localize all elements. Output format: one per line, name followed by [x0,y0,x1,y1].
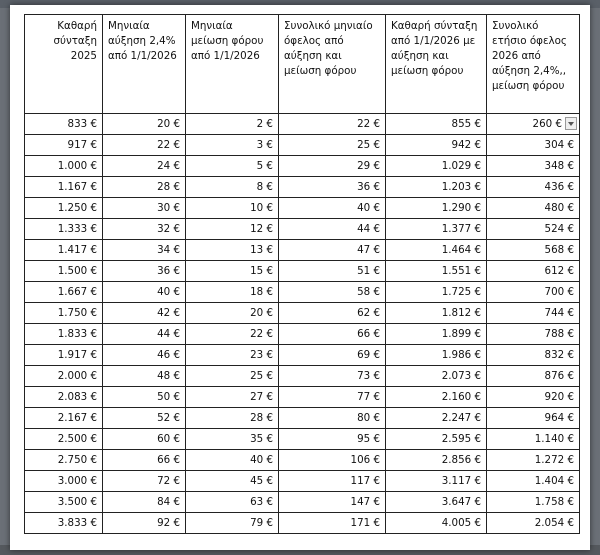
cell-monthly-increase [103,471,186,492]
cell-monthly-tax-reduction [186,282,279,303]
cell-net-pension-2026 [386,219,487,240]
cell-value: 2.247 € [441,412,481,424]
cell-net-pension-2025 [25,429,103,450]
cell-net-pension-2025 [25,240,103,261]
cell-value: 832 € [544,349,574,361]
cell-value: 2.073 € [441,370,481,382]
cell-value: 47 € [357,244,380,256]
cell-monthly-increase [103,156,186,177]
cell-net-pension-2026 [386,114,487,135]
cell-monthly-tax-reduction [186,450,279,471]
cell-value: 1.000 € [57,160,97,172]
cell-net-pension-2026 [386,387,487,408]
cell-total-monthly-benefit [279,324,386,345]
cell-net-pension-2025 [25,177,103,198]
cell-monthly-increase [103,219,186,240]
cell-monthly-tax-reduction [186,240,279,261]
column-header-net-pension-2026: Καθαρή σύνταξη από 1/1/2026 με αύξηση και μείωση φόρου [386,15,487,114]
column-header-total-annual-benefit: Συνολικό ετήσιο όφελος 2026 από αύξηση 2,4%,, μείωση φόρου [487,15,580,114]
cell-total-annual-benefit [487,114,580,135]
cell-value: 568 € [544,244,574,256]
cell-total-annual-benefit [487,324,580,345]
cell-monthly-increase [103,198,186,219]
cell-value: 2.595 € [441,433,481,445]
cell-value: 12 € [250,223,273,235]
cell-value: 22 € [250,328,273,340]
cell-net-pension-2025 [25,450,103,471]
cell-total-monthly-benefit [279,387,386,408]
cell-net-pension-2026 [386,366,487,387]
table-row [25,429,580,450]
cell-value: 1.290 € [441,202,481,214]
cell-value: 1.377 € [441,223,481,235]
cell-value: 260 € [532,118,562,130]
cell-monthly-increase [103,135,186,156]
cell-value: 8 € [256,181,273,193]
cell-monthly-tax-reduction [186,345,279,366]
cell-net-pension-2025 [25,471,103,492]
table-row [25,387,580,408]
cell-net-pension-2026 [386,513,487,534]
cell-value: 3.647 € [441,496,481,508]
cell-value: 1.667 € [57,286,97,298]
cell-net-pension-2025 [25,408,103,429]
cell-value: 1.464 € [441,244,481,256]
cell-value: 3 € [256,139,273,151]
table-row [25,492,580,513]
cell-total-monthly-benefit [279,429,386,450]
cell-value: 3.117 € [441,475,481,487]
cell-net-pension-2025 [25,282,103,303]
cell-value: 45 € [250,475,273,487]
cell-net-pension-2026 [386,198,487,219]
cell-value: 95 € [357,433,380,445]
cell-value: 2.500 € [57,433,97,445]
cell-monthly-tax-reduction [186,303,279,324]
cell-total-monthly-benefit [279,366,386,387]
cell-net-pension-2025 [25,366,103,387]
cell-total-annual-benefit [487,471,580,492]
cell-value: 1.167 € [57,181,97,193]
cell-monthly-tax-reduction [186,513,279,534]
cell-net-pension-2025 [25,156,103,177]
cell-total-annual-benefit [487,303,580,324]
cell-value: 77 € [357,391,380,403]
cell-value: 3.833 € [57,517,97,529]
cell-total-annual-benefit [487,261,580,282]
cell-value: 2.167 € [57,412,97,424]
cell-value: 35 € [250,433,273,445]
cell-total-annual-benefit [487,156,580,177]
table-row [25,324,580,345]
cell-value: 1.029 € [441,160,481,172]
cell-monthly-tax-reduction [186,387,279,408]
cell-value: 15 € [250,265,273,277]
cell-net-pension-2026 [386,135,487,156]
cell-value: 80 € [357,412,380,424]
cell-monthly-tax-reduction [186,324,279,345]
cell-value: 2.000 € [57,370,97,382]
cell-net-pension-2026 [386,471,487,492]
cell-value: 700 € [544,286,574,298]
cell-net-pension-2025 [25,261,103,282]
cell-value: 920 € [544,391,574,403]
cell-value: 744 € [544,307,574,319]
cell-value: 52 € [157,412,180,424]
cell-value: 964 € [544,412,574,424]
cell-value: 62 € [357,307,380,319]
cell-total-annual-benefit [487,135,580,156]
cell-total-annual-benefit [487,240,580,261]
table-row [25,177,580,198]
chevron-down-icon[interactable] [565,117,577,130]
cell-value: 30 € [157,202,180,214]
cell-value: 1.986 € [441,349,481,361]
cell-value: 1.333 € [57,223,97,235]
cell-monthly-tax-reduction [186,219,279,240]
cell-monthly-tax-reduction [186,114,279,135]
cell-net-pension-2026 [386,303,487,324]
cell-monthly-tax-reduction [186,261,279,282]
cell-value: 2.750 € [57,454,97,466]
cell-value: 42 € [157,307,180,319]
cell-net-pension-2025 [25,135,103,156]
cell-total-monthly-benefit [279,513,386,534]
table-row [25,513,580,534]
table-row [25,408,580,429]
cell-total-monthly-benefit [279,492,386,513]
cell-net-pension-2025 [25,345,103,366]
cell-total-annual-benefit [487,345,580,366]
cell-monthly-tax-reduction [186,135,279,156]
cell-total-monthly-benefit [279,450,386,471]
cell-monthly-increase [103,114,186,135]
cell-value: 106 € [350,454,380,466]
cell-net-pension-2026 [386,429,487,450]
cell-value: 1.899 € [441,328,481,340]
cell-net-pension-2026 [386,156,487,177]
cell-total-monthly-benefit [279,345,386,366]
cell-monthly-increase [103,303,186,324]
cell-monthly-increase [103,366,186,387]
cell-value: 20 € [157,118,180,130]
cell-value: 3.500 € [57,496,97,508]
cell-value: 5 € [256,160,273,172]
cell-monthly-increase [103,345,186,366]
cell-value: 1.250 € [57,202,97,214]
cell-monthly-tax-reduction [186,366,279,387]
cell-value: 28 € [250,412,273,424]
cell-net-pension-2025 [25,198,103,219]
cell-value: 2.160 € [441,391,481,403]
cell-net-pension-2025 [25,387,103,408]
cell-total-annual-benefit [487,219,580,240]
cell-value: 2.054 € [534,517,574,529]
cell-value: 348 € [544,160,574,172]
cell-value: 23 € [250,349,273,361]
cell-value: 40 € [157,286,180,298]
column-header-monthly-increase: Μηνιαία αύξηση 2,4% από 1/1/2026 [103,15,186,114]
cell-value: 917 € [67,139,97,151]
cell-monthly-increase [103,240,186,261]
cell-total-monthly-benefit [279,219,386,240]
cell-value: 524 € [544,223,574,235]
table-row [25,303,580,324]
cell-value: 24 € [157,160,180,172]
cell-total-monthly-benefit [279,135,386,156]
cell-monthly-increase [103,450,186,471]
cell-net-pension-2025 [25,219,103,240]
cell-value: 22 € [357,118,380,130]
cell-monthly-increase [103,282,186,303]
column-header-net-pension-2025: Καθαρή σύνταξη 2025 [25,15,103,114]
cell-value: 84 € [157,496,180,508]
table-row [25,345,580,366]
cell-value: 44 € [157,328,180,340]
cell-value: 1.725 € [441,286,481,298]
cell-monthly-increase [103,261,186,282]
cell-value: 3.000 € [57,475,97,487]
cell-total-annual-benefit [487,198,580,219]
cell-value: 63 € [250,496,273,508]
table-row [25,135,580,156]
cell-total-annual-benefit [487,408,580,429]
cell-value: 1.917 € [57,349,97,361]
cell-value: 833 € [67,118,97,130]
cell-value: 1.551 € [441,265,481,277]
cell-value: 855 € [451,118,481,130]
cell-value: 788 € [544,328,574,340]
cell-net-pension-2025 [25,114,103,135]
cell-value: 73 € [357,370,380,382]
cell-value: 171 € [350,517,380,529]
cell-net-pension-2026 [386,282,487,303]
cell-total-monthly-benefit [279,303,386,324]
cell-value: 44 € [357,223,380,235]
cell-value: 51 € [357,265,380,277]
cell-value: 1.812 € [441,307,481,319]
cell-value: 27 € [250,391,273,403]
cell-monthly-increase [103,408,186,429]
cell-value: 942 € [451,139,481,151]
table-row [25,366,580,387]
pension-table [24,14,580,534]
cell-monthly-tax-reduction [186,429,279,450]
table-row [25,450,580,471]
cell-value: 147 € [350,496,380,508]
column-header-total-monthly-benefit: Συνολικό μηνιαίο όφελος από αύξηση και μείωση φόρου [279,15,386,114]
cell-value: 22 € [157,139,180,151]
cell-net-pension-2025 [25,513,103,534]
cell-net-pension-2026 [386,261,487,282]
cell-value: 36 € [357,181,380,193]
cell-monthly-increase [103,177,186,198]
cell-total-monthly-benefit [279,471,386,492]
cell-monthly-tax-reduction [186,198,279,219]
cell-monthly-tax-reduction [186,177,279,198]
cell-monthly-tax-reduction [186,492,279,513]
table-body [25,114,580,534]
cell-value: 1.272 € [534,454,574,466]
table-row [25,240,580,261]
cell-value: 29 € [357,160,380,172]
cell-net-pension-2026 [386,450,487,471]
cell-value: 25 € [357,139,380,151]
cell-value: 66 € [357,328,380,340]
cell-total-monthly-benefit [279,282,386,303]
cell-net-pension-2026 [386,345,487,366]
cell-monthly-tax-reduction [186,408,279,429]
cell-value: 612 € [544,265,574,277]
cell-value: 1.750 € [57,307,97,319]
cell-total-monthly-benefit [279,240,386,261]
cell-total-annual-benefit [487,513,580,534]
cell-value: 876 € [544,370,574,382]
cell-value: 25 € [250,370,273,382]
cell-monthly-increase [103,429,186,450]
table-row [25,198,580,219]
cell-value: 436 € [544,181,574,193]
cell-total-annual-benefit [487,177,580,198]
cell-value: 48 € [157,370,180,382]
table-row [25,114,580,135]
cell-total-monthly-benefit [279,408,386,429]
cell-total-annual-benefit [487,429,580,450]
cell-value: 2 € [256,118,273,130]
cell-monthly-tax-reduction [186,156,279,177]
table-row [25,471,580,492]
cell-value: 72 € [157,475,180,487]
cell-monthly-tax-reduction [186,471,279,492]
cell-net-pension-2025 [25,492,103,513]
cell-net-pension-2025 [25,303,103,324]
table-image-viewer [10,5,590,550]
cell-value: 1.203 € [441,181,481,193]
cell-value: 58 € [357,286,380,298]
cell-value: 34 € [157,244,180,256]
cell-value: 20 € [250,307,273,319]
cell-value: 117 € [350,475,380,487]
cell-total-annual-benefit [487,282,580,303]
cell-monthly-increase [103,492,186,513]
table-row [25,156,580,177]
cell-value: 36 € [157,265,180,277]
cell-value: 66 € [157,454,180,466]
cell-value: 92 € [157,517,180,529]
cell-total-monthly-benefit [279,198,386,219]
cell-net-pension-2026 [386,492,487,513]
cell-value: 40 € [250,454,273,466]
cell-total-monthly-benefit [279,114,386,135]
cell-value: 18 € [250,286,273,298]
cell-value: 1.500 € [57,265,97,277]
cell-total-annual-benefit [487,387,580,408]
table-row [25,282,580,303]
cell-value: 79 € [250,517,273,529]
cell-total-monthly-benefit [279,177,386,198]
table-header-row [25,15,580,114]
cell-monthly-increase [103,324,186,345]
table-row [25,219,580,240]
cell-value: 69 € [357,349,380,361]
cell-value: 13 € [250,244,273,256]
cell-value: 4.005 € [441,517,481,529]
cell-value: 40 € [357,202,380,214]
cell-net-pension-2025 [25,324,103,345]
cell-value: 60 € [157,433,180,445]
cell-value: 2.856 € [441,454,481,466]
cell-value: 1.140 € [534,433,574,445]
cell-monthly-increase [103,387,186,408]
table-row [25,261,580,282]
cell-value: 1.758 € [534,496,574,508]
cell-net-pension-2026 [386,324,487,345]
cell-total-annual-benefit [487,450,580,471]
column-header-monthly-tax-reduction: Μηνιαία μείωση φόρου από 1/1/2026 [186,15,279,114]
cell-value: 1.833 € [57,328,97,340]
cell-value: 50 € [157,391,180,403]
cell-value: 28 € [157,181,180,193]
cell-net-pension-2026 [386,240,487,261]
cell-value: 304 € [544,139,574,151]
cell-monthly-increase [103,513,186,534]
cell-total-monthly-benefit [279,156,386,177]
cell-net-pension-2026 [386,408,487,429]
cell-value: 1.404 € [534,475,574,487]
cell-value: 46 € [157,349,180,361]
cell-value: 32 € [157,223,180,235]
cell-value: 480 € [544,202,574,214]
cell-total-annual-benefit [487,366,580,387]
cell-net-pension-2026 [386,177,487,198]
cell-value: 2.083 € [57,391,97,403]
cell-total-monthly-benefit [279,261,386,282]
cell-value: 10 € [250,202,273,214]
cell-value: 1.417 € [57,244,97,256]
cell-total-annual-benefit [487,492,580,513]
